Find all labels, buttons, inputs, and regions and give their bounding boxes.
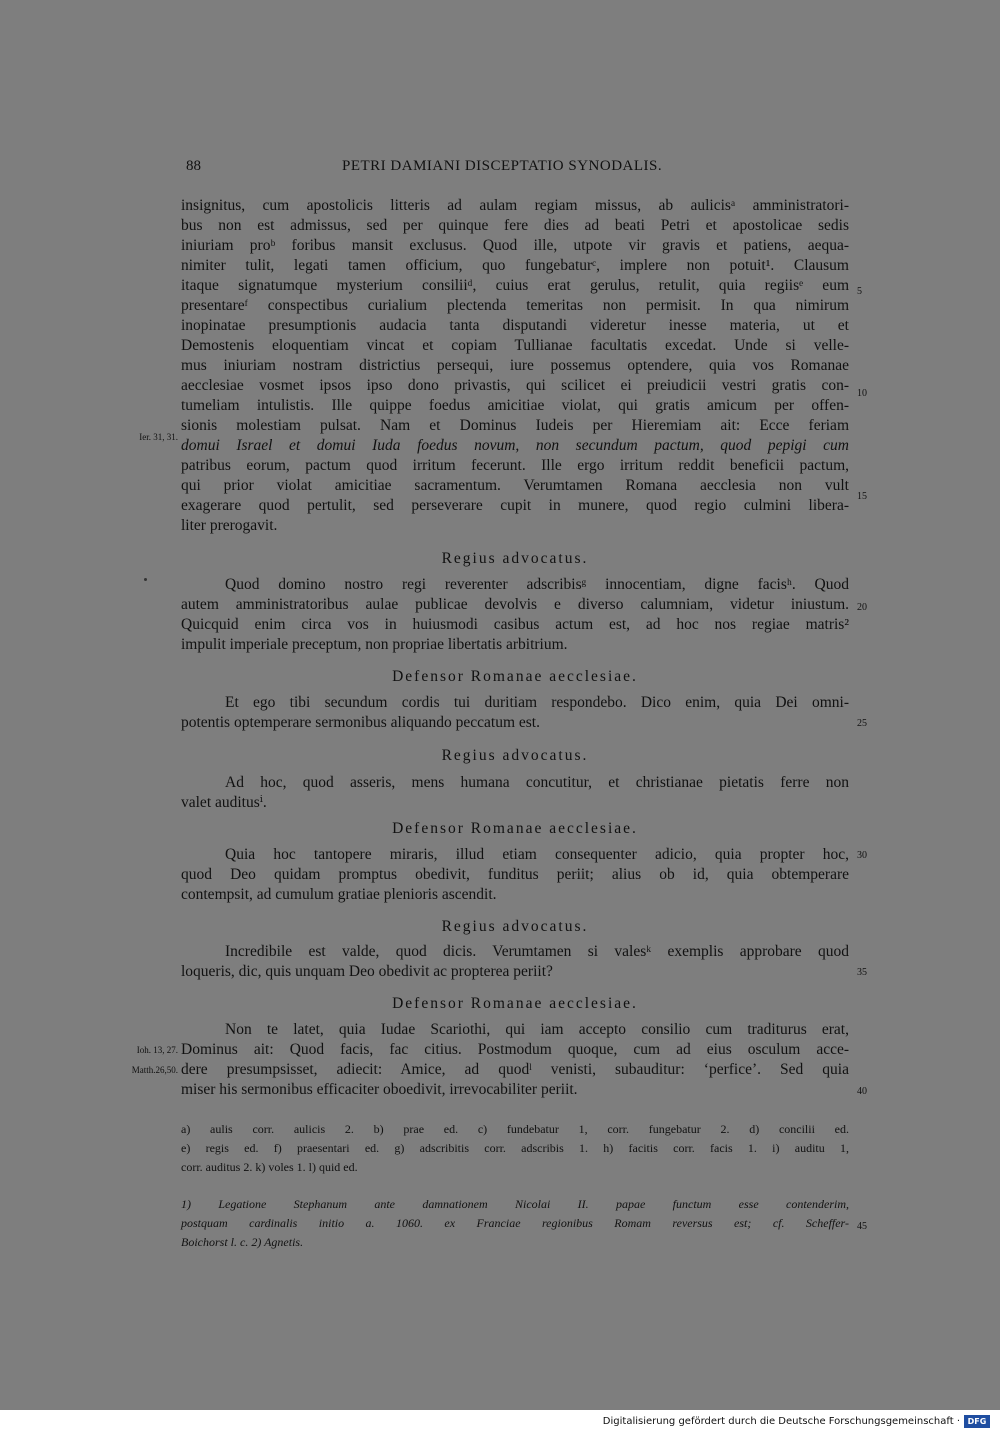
apparatus-line: corr. auditus 2. k) voles 1. l) quid ed. bbox=[181, 1160, 358, 1174]
speaker-heading: Regius advocatus. bbox=[441, 550, 589, 567]
speaker-heading: Defensor Romanae aecclesiae. bbox=[392, 995, 638, 1012]
text-line: Quia hoc tantopere miraris, illud etiam consequenter adicio, quia propter hoc, bbox=[225, 846, 849, 863]
text-line: valet auditusⁱ. bbox=[181, 794, 267, 811]
text-line: iniuriam proᵇ foribus mansit exclusus. Quod ille, utpote vir gravis et patiens, aequa- bbox=[181, 237, 849, 254]
text-line: potentis optemperare sermonibus aliquando peccatum est. bbox=[181, 714, 540, 731]
page-header bbox=[186, 158, 848, 180]
text-line: contempsit, ad cumulum gratiae plenioris ascendit. bbox=[181, 886, 497, 903]
line-number: 25 bbox=[857, 718, 867, 729]
apparatus-line: e) regis ed. f) praesentari ed. g) adscribitis corr. adscribis 1. h) facitis corr. facis 1. i) auditu 1, bbox=[181, 1141, 849, 1155]
speaker-heading: Defensor Romanae aecclesiae. bbox=[392, 668, 638, 685]
text-line: Non te latet, quia Iudae Scariothi, qui iam accepto consilio cum traditurus erat, bbox=[225, 1021, 849, 1038]
text-line: impulit imperiale preceptum, non propriae libertatis arbitrium. bbox=[181, 636, 568, 653]
line-number: 35 bbox=[857, 967, 867, 978]
commentary-line: Boichorst l. c. 2) Agnetis. bbox=[181, 1235, 304, 1249]
text-line: dere presumpsisset, adiecit: Amice, ad quodˡ venisti, subauditur: ‘perfice’. Sed quia bbox=[181, 1061, 849, 1078]
line-number: 5 bbox=[857, 286, 862, 297]
dfg-logo: DFG bbox=[964, 1415, 990, 1428]
apparatus-line: a) aulis corr. aulicis 2. b) prae ed. c) fundebatur 1, corr. fungebatur 2. d) concilii ed. bbox=[181, 1122, 849, 1136]
text-line: domui Israel et domui Iuda foedus novum, non secundum pactum, quod pepigi cum bbox=[181, 437, 849, 454]
text-line: quod Deo quidam promptus obedivit, funditus periit; alius ob id, quia obtemperare bbox=[181, 866, 849, 883]
text-line: tumeliam intulistis. Ille quippe foedus amicitiae violat, qui gratis amicum per offen- bbox=[181, 397, 849, 414]
text-line: nimiter tulit, legati tamen officium, quo fungebaturᶜ, implere non potuit¹. Clausum bbox=[181, 257, 849, 274]
line-number: 10 bbox=[857, 388, 867, 399]
text-line: liter prerogavit. bbox=[181, 517, 278, 534]
line-number: 20 bbox=[857, 602, 867, 613]
text-line: autem amministratoribus aulae publicae devolvis e diverso calumniam, videtur iniustum. bbox=[181, 596, 849, 613]
commentary-line: 1) Legatione Stephanum ante damnationem Nicolai II. papae functum esse contenderim, bbox=[181, 1197, 849, 1211]
text-line: patribus eorum, pactum quod irritum fecerunt. Ille ergo irritum reddit beneficii pactum, bbox=[181, 457, 849, 474]
text-line: inopinatae presumptionis audacia tanta disputandi videretur inesse materia, ut et bbox=[181, 317, 849, 334]
text-line: Incredibile est valde, quod dicis. Verumtamen si valesᵏ exemplis approbare quod bbox=[225, 943, 849, 960]
page-number: 88 bbox=[186, 158, 201, 174]
margin-reference: Ier. 31, 31. bbox=[139, 432, 178, 442]
text-line: Quicquid enim circa vos in huiusmodi casibus actum est, ad hoc nos regiae matris² bbox=[181, 616, 849, 633]
line-number: 30 bbox=[857, 850, 867, 861]
margin-mark bbox=[144, 578, 147, 581]
running-title: PETRI DAMIANI DISCEPTATIO SYNODALIS. bbox=[342, 158, 663, 174]
speaker-heading: Defensor Romanae aecclesiae. bbox=[392, 820, 638, 837]
text-line: Ad hoc, quod asseris, mens humana concutitur, et christianae pietatis ferre non bbox=[225, 774, 849, 791]
funding-notice: Digitalisierung gefördert durch die Deutsche Forschungsgemeinschaft · bbox=[602, 1416, 960, 1427]
text-line: Demostenis eloquentiam vincat et copiam Tullianae facultatis excedat. Unde si velle- bbox=[181, 337, 849, 354]
text-line: sionis molestiam pulsat. Nam et Dominus Iudeis per Hieremiam ait: Ecce feriam bbox=[181, 417, 849, 434]
margin-reference: Matth.26,50. bbox=[131, 1065, 178, 1075]
commentary-line: postquam cardinalis initio a. 1060. ex Franciae regionibus Romam reversus est; cf. Scheffer- bbox=[181, 1216, 849, 1230]
speaker-heading: Regius advocatus. bbox=[441, 918, 589, 935]
speaker-heading: Regius advocatus. bbox=[441, 747, 589, 764]
text-line: bus non est admissus, sed per quinque fere dies ad beati Petri et apostolicae sedis bbox=[181, 217, 849, 234]
text-line: Dominus ait: Quod facis, fac citius. Postmodum quoque, cum ad eius osculum acce- bbox=[181, 1041, 849, 1058]
text-line: Et ego tibi secundum cordis tui duritiam respondebo. Dico enim, quia Dei omni- bbox=[225, 694, 849, 711]
text-line: aecclesiae vosmet ipsos ipso dono privastis, qui scilicet ei preiudicii vestri gratis con- bbox=[181, 377, 849, 394]
text-line: mus iniuriam nostram districtius persequi, iure possemus optendere, quia vos Romanae bbox=[181, 357, 849, 374]
footer-bar bbox=[0, 1410, 1000, 1434]
text-line: exagerare quod pertulit, sed perseverare cupit in munere, quod regio culmini libera- bbox=[181, 497, 849, 514]
line-number: 15 bbox=[857, 491, 867, 502]
text-line: loqueris, dic, quis unquam Deo obedivit ac propterea periit? bbox=[181, 963, 553, 980]
text-line: Quod domino nostro regi reverenter adscribisᵍ innocentiam, digne facisʰ. Quod bbox=[225, 576, 849, 593]
text-line: miser his sermonibus efficaciter oboedivit, irrevocabiliter periit. bbox=[181, 1081, 578, 1098]
line-number: 45 bbox=[857, 1221, 867, 1232]
text-line: itaque signatumque mysterium consiliiᵈ, cuius erat gerulus, retulit, quia regiisᵉ eum bbox=[181, 277, 849, 294]
text-line: presentareᶠ conspectibus curialium plectenda temeritas non permisit. In qua nimirum bbox=[181, 297, 849, 314]
margin-reference: Ioh. 13, 27. bbox=[136, 1045, 178, 1055]
text-line: insignitus, cum apostolicis litteris ad aulam regiam missus, ab aulicisᵃ amministratori- bbox=[181, 197, 849, 214]
text-line: qui prior violat amicitiae sacramentum. Verumtamen Romana aecclesia non vult bbox=[181, 477, 849, 494]
line-number: 40 bbox=[857, 1086, 867, 1097]
